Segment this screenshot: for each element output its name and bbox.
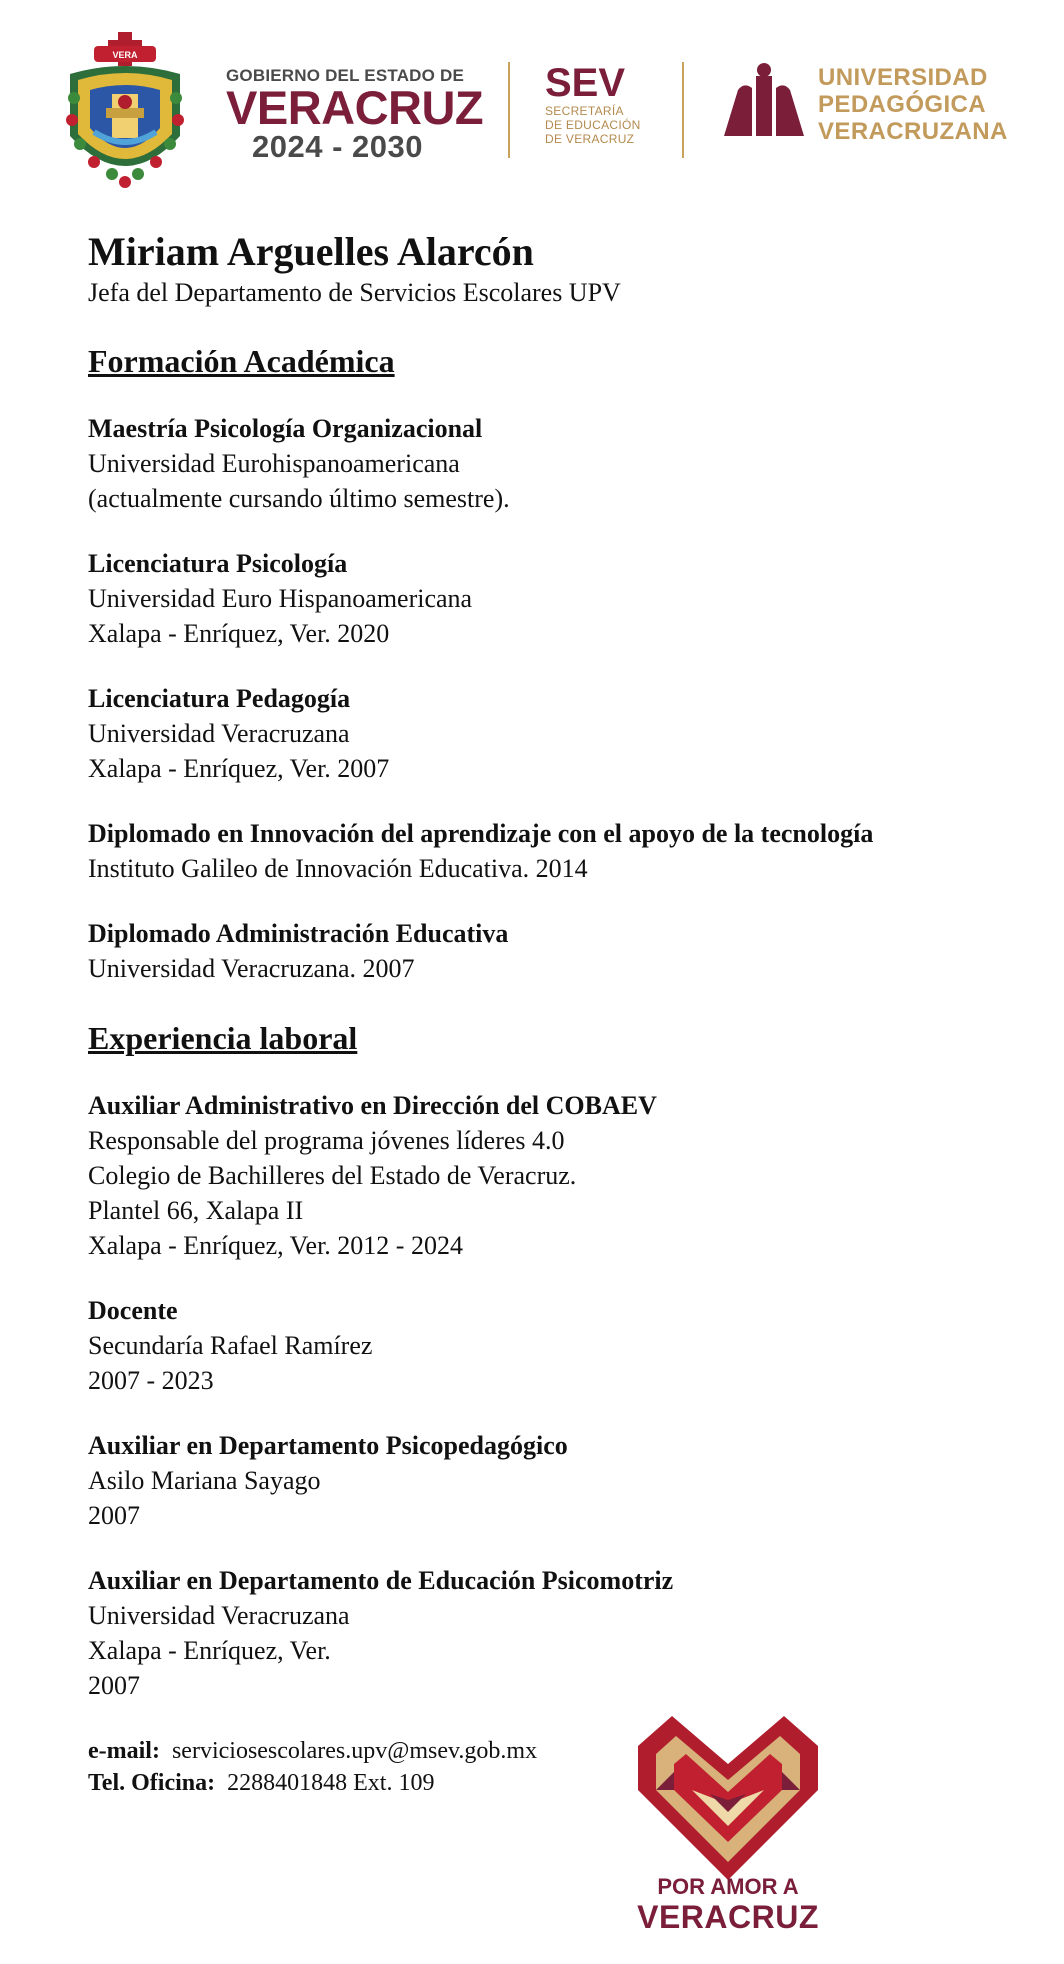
crest-banner-text: VERA bbox=[112, 50, 138, 60]
cv-content bbox=[88, 228, 1048, 1799]
education-detail: Xalapa - Enríquez, Ver. 2007 bbox=[88, 754, 390, 783]
por-amor-a-veracruz-logo bbox=[628, 1874, 828, 1934]
phone-number: 2288401848 Ext. 109 bbox=[227, 1770, 435, 1796]
phone-row bbox=[88, 1767, 1048, 1799]
person-name: Miriam Arguelles Alarcón bbox=[88, 229, 534, 274]
sev-line1: SECRETARÍA bbox=[545, 104, 624, 118]
experience-detail: Secundaría Rafael Ramírez bbox=[88, 1331, 373, 1360]
education-detail: Universidad Veracruzana bbox=[88, 719, 350, 748]
upv-line2: PEDAGÓGICA bbox=[818, 91, 987, 118]
experience-title: Auxiliar Administrativo en Dirección del COBAEV bbox=[88, 1091, 657, 1120]
section-title-experiencia: Experiencia laboral bbox=[88, 1020, 358, 1056]
phone-label: Tel. Oficina: bbox=[88, 1770, 216, 1796]
education-detail: Instituto Galileo de Innovación Educativa. 2014 bbox=[88, 854, 588, 883]
education-detail: (actualmente cursando último semestre). bbox=[88, 484, 510, 513]
experience-detail: 2007 bbox=[88, 1671, 140, 1700]
experience-title: Auxiliar en Departamento de Educación Psicomotriz bbox=[88, 1566, 674, 1595]
gobierno-line3: 2024 - 2030 bbox=[252, 129, 423, 164]
education-title: Diplomado Administración Educativa bbox=[88, 919, 509, 948]
header-divider bbox=[508, 62, 510, 158]
slogan-line1: POR AMOR A bbox=[657, 1874, 799, 1899]
experience-entry bbox=[88, 1293, 1048, 1398]
contact-block bbox=[88, 1735, 1048, 1799]
email-link[interactable]: serviciosescolares.upv@msev.gob.mx bbox=[171, 1738, 538, 1764]
experience-detail: 2007 bbox=[88, 1501, 140, 1530]
experience-title: Auxiliar en Departamento Psicopedagógico bbox=[88, 1431, 568, 1460]
education-entry bbox=[88, 681, 1048, 786]
sev-logo bbox=[545, 62, 675, 146]
sev-line3: DE VERACRUZ bbox=[545, 132, 635, 146]
education-detail: Xalapa - Enríquez, Ver. 2020 bbox=[88, 619, 390, 648]
gobierno-line2: VERACRUZ bbox=[226, 81, 484, 134]
experience-entry bbox=[88, 1428, 1048, 1533]
experience-detail: Xalapa - Enríquez, Ver. bbox=[88, 1636, 331, 1665]
section-title-formacion: Formación Académica bbox=[88, 343, 395, 379]
education-entry bbox=[88, 411, 1048, 516]
education-detail: Universidad Euro Hispanoamericana bbox=[88, 584, 473, 613]
experience-detail: Asilo Mariana Sayago bbox=[88, 1466, 321, 1495]
header-divider bbox=[682, 62, 684, 158]
education-detail: Universidad Eurohispanoamericana bbox=[88, 449, 460, 478]
experience-entry bbox=[88, 1088, 1048, 1263]
education-title: Maestría Psicología Organizacional bbox=[88, 414, 483, 443]
experience-detail: Plantel 66, Xalapa II bbox=[88, 1196, 304, 1225]
por-amor-a-veracruz-heart-icon bbox=[628, 1702, 828, 1902]
upv-line3: VERACRUZANA bbox=[818, 118, 1008, 145]
experience-title: Docente bbox=[88, 1296, 178, 1325]
page-header bbox=[0, 0, 1064, 190]
experience-detail: Colegio de Bachilleres del Estado de Veracruz. bbox=[88, 1161, 577, 1190]
experience-detail: 2007 - 2023 bbox=[88, 1366, 214, 1395]
veracruz-coat-of-arms-icon bbox=[60, 28, 190, 196]
education-entry bbox=[88, 546, 1048, 651]
experience-entry bbox=[88, 1563, 1048, 1703]
experience-detail: Responsable del programa jóvenes líderes 4.0 bbox=[88, 1126, 565, 1155]
upv-line1: UNIVERSIDAD bbox=[818, 64, 988, 91]
education-detail: Universidad Veracruzana. 2007 bbox=[88, 954, 415, 983]
upv-logo-text bbox=[818, 64, 1008, 145]
upv-emblem-icon bbox=[722, 62, 806, 142]
education-entry bbox=[88, 916, 1048, 986]
experience-detail: Universidad Veracruzana bbox=[88, 1601, 350, 1630]
email-row bbox=[88, 1735, 1048, 1767]
slogan-line2: VERACRUZ bbox=[637, 1899, 819, 1935]
education-entry bbox=[88, 816, 1048, 886]
email-label: e-mail: bbox=[88, 1738, 160, 1764]
education-title: Licenciatura Psicología bbox=[88, 549, 348, 578]
experience-detail: Xalapa - Enríquez, Ver. 2012 - 2024 bbox=[88, 1231, 463, 1260]
education-title: Licenciatura Pedagogía bbox=[88, 684, 351, 713]
education-title: Diplomado en Innovación del aprendizaje con el apoyo de la tecnología bbox=[88, 819, 874, 848]
job-position: Jefa del Departamento de Servicios Escolares UPV bbox=[88, 278, 621, 307]
sev-line2: DE EDUCACIÓN bbox=[545, 118, 641, 132]
sev-title: SEV bbox=[545, 61, 626, 105]
gobierno-line1: GOBIERNO DEL ESTADO DE bbox=[226, 66, 465, 85]
gobierno-veracruz-logo bbox=[226, 66, 484, 166]
